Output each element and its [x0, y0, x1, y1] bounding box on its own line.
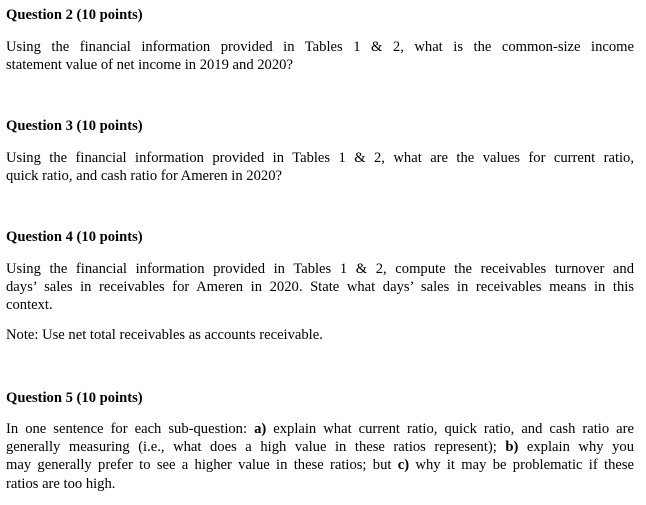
question-2-heading: Question 2 (10 points): [6, 7, 143, 23]
q5-label-c: c): [397, 457, 410, 474]
question-3-line-1: Using the financial information provided in Tables 1 & 2, what are the values for current ratio,: [6, 150, 634, 166]
question-4-line-3: context.: [6, 297, 53, 314]
q5-line2-text-c: explain why you: [518, 439, 634, 456]
question-4: [6, 228, 634, 344]
question-3-body: [6, 149, 634, 185]
question-2-line-1: Using the financial information provided in Tables 1 & 2, what is the common-size income: [6, 39, 634, 55]
q5-label-b: b): [505, 439, 519, 456]
q5-line3-text-c: why it may be problematic if these: [409, 457, 635, 474]
question-4-line-1: Using the financial information provided in Tables 1 & 2, compute the receivables turnover and: [6, 261, 634, 277]
question-5-heading: Question 5 (10 points): [6, 390, 143, 406]
question-3-heading: Question 3 (10 points): [6, 118, 143, 134]
question-2: [6, 6, 634, 74]
question-3-line-2: quick ratio, and cash ratio for Ameren in 2020?: [6, 168, 282, 185]
question-5-line-3: [6, 456, 634, 474]
question-5-line-2: [6, 438, 634, 456]
question-5-line-4: ratios are too high.: [6, 475, 116, 492]
q5-line1-text-c: explain what current ratio, quick ratio, and cash ratio are: [266, 421, 634, 437]
question-4-note-text: Note: Use net total receivables as accounts receivable.: [6, 326, 323, 343]
question-4-heading: Question 4 (10 points): [6, 229, 143, 245]
question-5-body: [6, 420, 634, 493]
question-2-line-2: statement value of net income in 2019 and 2020?: [6, 57, 293, 74]
q5-line2-text-a: generally measuring (i.e., what does a high value in these ratios represent);: [6, 439, 506, 456]
question-4-note: [6, 326, 634, 344]
q5-label-a: a): [254, 421, 267, 437]
question-3: [6, 117, 634, 185]
q5-line1-text-a: In one sentence for each sub-question:: [6, 421, 255, 437]
question-5-line-1: [6, 420, 634, 438]
question-4-body: [6, 260, 634, 315]
question-4-line-2: days’ sales in receivables for Ameren in 2020. State what days’ sales in receivables means in this: [6, 279, 634, 296]
question-5: [6, 389, 634, 493]
question-2-body: [6, 38, 634, 74]
q5-line3-text-a: may generally prefer to see a higher value in these ratios; but: [6, 457, 398, 474]
